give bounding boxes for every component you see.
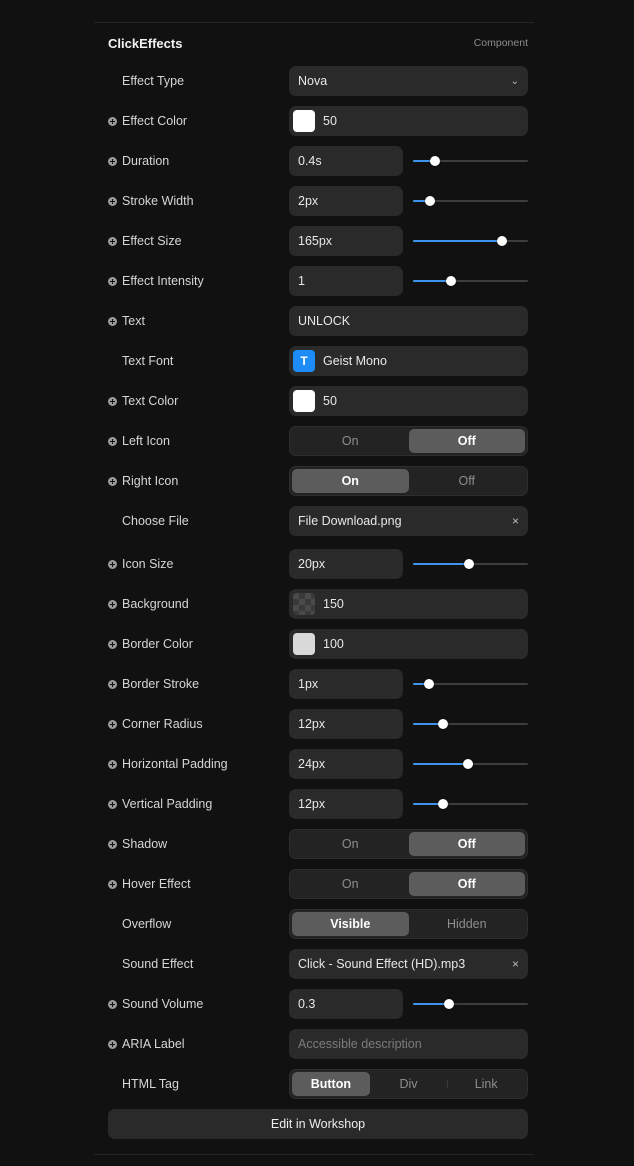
option-off[interactable]: Off: [409, 832, 526, 856]
add-icon[interactable]: [108, 800, 117, 809]
add-icon[interactable]: [108, 560, 117, 569]
slider-handle[interactable]: [438, 799, 448, 809]
stroke-width-slider[interactable]: [413, 186, 528, 216]
border-color-field[interactable]: 100: [289, 629, 528, 659]
add-icon[interactable]: [108, 437, 117, 446]
row-effect-type: [108, 66, 528, 96]
background-label: Background: [122, 597, 189, 611]
slider-handle[interactable]: [464, 559, 474, 569]
horizontal-padding-label: Horizontal Padding: [122, 757, 228, 771]
corner-radius-input[interactable]: 12px: [289, 709, 403, 739]
aria-label-label: ARIA Label: [122, 1037, 185, 1051]
effect-intensity-slider[interactable]: [413, 266, 528, 296]
overflow-label: Overflow: [122, 917, 172, 931]
row-shadow: [108, 829, 528, 859]
row-right-icon: [108, 466, 528, 496]
vertical-padding-slider[interactable]: [413, 789, 528, 819]
row-border-color: [108, 629, 528, 659]
effect-color-label: Effect Color: [122, 114, 188, 128]
add-icon[interactable]: [108, 760, 117, 769]
icon-size-input[interactable]: 20px: [289, 549, 403, 579]
row-hover-effect: [108, 869, 528, 899]
close-icon[interactable]: ×: [511, 514, 519, 528]
overflow-toggle: [289, 909, 528, 939]
border-stroke-slider[interactable]: [413, 669, 528, 699]
effect-type-select[interactable]: Nova ⌄: [289, 66, 528, 96]
effect-type-label: Effect Type: [122, 74, 185, 88]
row-choose-file: [108, 506, 528, 536]
option-link[interactable]: Link: [447, 1072, 525, 1096]
add-icon[interactable]: [108, 117, 117, 126]
hover-effect-label: Hover Effect: [122, 877, 191, 891]
row-sound-volume: [108, 989, 528, 1019]
effect-size-input[interactable]: 165px: [289, 226, 403, 256]
row-text-font: [108, 346, 528, 376]
row-effect-color: [108, 106, 528, 136]
text-color-label: Text Color: [122, 394, 179, 408]
row-effect-intensity: [108, 266, 528, 296]
sound-volume-label: Sound Volume: [122, 997, 204, 1011]
slider-handle[interactable]: [438, 719, 448, 729]
add-icon[interactable]: [108, 840, 117, 849]
row-icon-size: [108, 549, 528, 579]
option-div[interactable]: Div: [399, 1077, 418, 1091]
close-icon[interactable]: ×: [511, 957, 519, 971]
horizontal-padding-slider[interactable]: [413, 749, 528, 779]
sound-file-picker[interactable]: Click - Sound Effect (HD).mp3 ×: [289, 949, 528, 979]
sound-volume-input[interactable]: 0.3: [289, 989, 403, 1019]
text-input[interactable]: UNLOCK: [289, 306, 528, 336]
text-font-label: Text Font: [122, 354, 174, 368]
row-vertical-padding: [108, 789, 528, 819]
row-border-stroke: [108, 669, 528, 699]
sound-volume-slider[interactable]: [413, 989, 528, 1019]
option-button[interactable]: Button: [292, 1072, 370, 1096]
left-icon-toggle: [289, 426, 528, 456]
duration-label: Duration: [122, 154, 170, 168]
border-stroke-input[interactable]: 1px: [289, 669, 403, 699]
border-stroke-label: Border Stroke: [122, 677, 200, 691]
row-effect-size: [108, 226, 528, 256]
properties-panel: [94, 22, 534, 1155]
effect-size-label: Effect Size: [122, 234, 182, 248]
add-icon[interactable]: [108, 640, 117, 649]
effect-intensity-label: Effect Intensity: [122, 274, 204, 288]
slider-handle[interactable]: [497, 236, 507, 246]
option-on[interactable]: On: [341, 434, 359, 448]
slider-handle[interactable]: [444, 999, 454, 1009]
right-icon-toggle: [289, 466, 528, 496]
add-icon[interactable]: [108, 720, 117, 729]
effect-intensity-input[interactable]: 1: [289, 266, 403, 296]
row-stroke-width: [108, 186, 528, 216]
option-visible[interactable]: Visible: [292, 912, 409, 936]
add-icon[interactable]: [108, 680, 117, 689]
row-sound-effect: [108, 949, 528, 979]
text-color-field[interactable]: 50: [289, 386, 528, 416]
row-background: [108, 589, 528, 619]
effect-size-slider[interactable]: [413, 226, 528, 256]
color-swatch[interactable]: [293, 110, 315, 132]
add-icon[interactable]: [108, 397, 117, 406]
shadow-toggle: [289, 829, 528, 859]
component-badge: Component: [473, 37, 528, 49]
option-off[interactable]: Off: [409, 872, 526, 896]
row-duration: [108, 146, 528, 176]
color-swatch[interactable]: [293, 390, 315, 412]
add-icon[interactable]: [108, 1000, 117, 1009]
stroke-width-label: Stroke Width: [122, 194, 194, 208]
right-icon-label: Right Icon: [122, 474, 179, 488]
border-color-label: Border Color: [122, 637, 193, 651]
edit-in-workshop-button[interactable]: Edit in Workshop: [108, 1109, 528, 1139]
option-on[interactable]: On: [341, 877, 359, 891]
duration-input[interactable]: 0.4s: [289, 146, 403, 176]
option-off[interactable]: Off: [458, 474, 475, 488]
option-on[interactable]: On: [292, 469, 409, 493]
row-text: [108, 306, 528, 336]
file-picker[interactable]: File Download.png ×: [289, 506, 528, 536]
vertical-padding-label: Vertical Padding: [122, 797, 213, 811]
html-tag-toggle: [289, 1069, 528, 1099]
slider-handle[interactable]: [430, 156, 440, 166]
component-title: ClickEffects: [108, 35, 183, 51]
add-icon[interactable]: [108, 197, 117, 206]
horizontal-padding-input[interactable]: 24px: [289, 749, 403, 779]
shadow-label: Shadow: [122, 837, 168, 851]
option-on[interactable]: On: [341, 837, 359, 851]
stroke-width-input[interactable]: 2px: [289, 186, 403, 216]
duration-slider[interactable]: [413, 146, 528, 176]
color-swatch[interactable]: [293, 633, 315, 655]
panel-header: [108, 35, 528, 51]
choose-file-label: Choose File: [122, 514, 189, 528]
add-icon[interactable]: [108, 600, 117, 609]
add-icon[interactable]: [108, 477, 117, 486]
row-html-tag: [108, 1069, 528, 1099]
html-tag-label: HTML Tag: [122, 1077, 179, 1091]
font-icon: T: [293, 350, 315, 372]
text-label: Text: [122, 314, 145, 328]
corner-radius-slider[interactable]: [413, 709, 528, 739]
row-text-color: [108, 386, 528, 416]
add-icon[interactable]: [108, 317, 117, 326]
option-hidden[interactable]: Hidden: [446, 917, 487, 931]
hover-effect-toggle: [289, 869, 528, 899]
aria-label-input[interactable]: Accessible description: [289, 1029, 528, 1059]
corner-radius-label: Corner Radius: [122, 717, 203, 731]
add-icon[interactable]: [108, 1040, 117, 1049]
row-aria-label: [108, 1029, 528, 1059]
slider-handle[interactable]: [463, 759, 473, 769]
sound-effect-label: Sound Effect: [122, 957, 194, 971]
color-swatch[interactable]: [293, 593, 315, 615]
option-off[interactable]: Off: [409, 429, 526, 453]
icon-size-label: Icon Size: [122, 557, 174, 571]
slider-handle[interactable]: [425, 196, 435, 206]
background-field[interactable]: 150: [289, 589, 528, 619]
row-corner-radius: [108, 709, 528, 739]
left-icon-label: Left Icon: [122, 434, 170, 448]
icon-size-slider[interactable]: [413, 549, 528, 579]
add-icon[interactable]: [108, 880, 117, 889]
add-icon[interactable]: [108, 157, 117, 166]
row-overflow: [108, 909, 528, 939]
row-horizontal-padding: [108, 749, 528, 779]
slider-handle[interactable]: [446, 276, 456, 286]
text-font-picker[interactable]: T Geist Mono: [289, 346, 528, 376]
chevron-down-icon: ⌄: [510, 75, 519, 87]
effect-color-field[interactable]: 50: [289, 106, 528, 136]
row-left-icon: [108, 426, 528, 456]
add-icon[interactable]: [108, 237, 117, 246]
vertical-padding-input[interactable]: 12px: [289, 789, 403, 819]
add-icon[interactable]: [108, 277, 117, 286]
slider-handle[interactable]: [424, 679, 434, 689]
